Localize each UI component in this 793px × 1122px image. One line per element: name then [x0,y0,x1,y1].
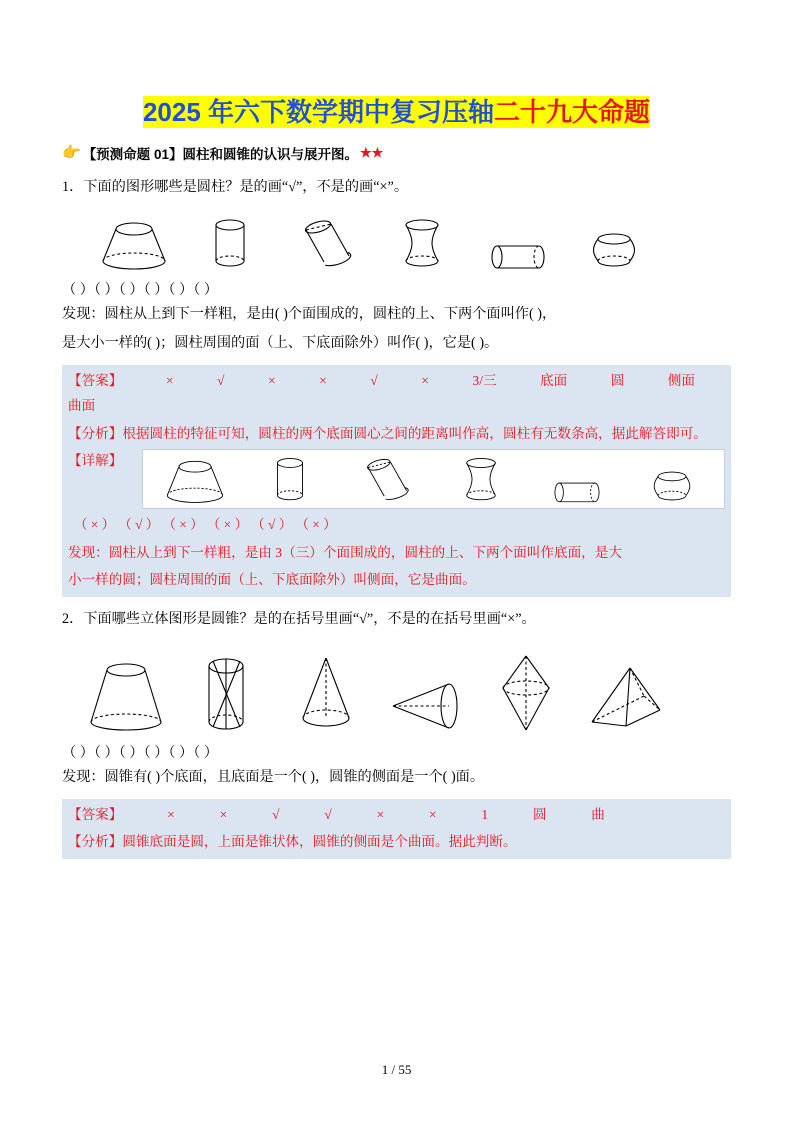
figure-hourglass-solid [374,215,470,273]
page-number-total: 55 [398,1062,412,1077]
detail-figure-frustum [147,456,243,506]
answer-item-3: × [319,373,327,389]
answer2-item-2: √ [272,806,280,822]
question-2-fill-line-1: 发现：圆锥有( )个底面，且底面是一个( )，圆锥的侧面是一个( )面。 [62,768,485,785]
question-1-answer-row [68,368,725,393]
answer2-item-0: × [167,806,175,822]
question-1-detail-figures [142,449,725,509]
figure-frustum [86,217,182,273]
figure-cone-upright [276,654,376,736]
question-2-answer-parens: （ ）（ ）（ ）（ ）（ ）（ ） [62,744,219,761]
question-1-fill-line-1: 发现：圆柱从上到下一样粗，是由( )个面围成的，圆柱的上、下两个面叫作( )， [62,306,557,323]
question-1-fill-line-2: 是大小一样的( )；圆柱周围的面（上、下底面除外）叫作( )，它是( )。 [62,335,499,352]
page-footer [0,1062,793,1078]
question-1-answer-tail: 曲面 [68,398,96,414]
answer-item-7: 底面 [540,373,568,389]
answer2-item-3: √ [324,806,332,822]
analysis-label: 【分析】 [68,425,123,441]
difficulty-stars: ★★ [359,144,384,160]
page-number-separator: / [391,1062,396,1077]
answer2-item-5: × [428,806,437,822]
answer-label: 【答案】 [68,373,123,389]
figure-cone-sideways [376,674,476,736]
figure-barrel [566,227,662,273]
answer2-item-7: 圆 [532,806,547,822]
answer-item-9: 侧面 [667,373,695,389]
figure-cylinder-horizontal [470,233,566,273]
answer-item-8: 圆 [610,373,625,389]
detail-label: 【详解】 [68,452,123,468]
answer2-item-4: × [376,806,385,822]
detail-figure-hourglass-solid [434,454,530,506]
figure-spindle [476,652,576,736]
figure-pyramid [576,664,676,736]
question-1-answer-block [62,365,731,597]
answer-label-2: 【答案】 [68,806,123,822]
analysis-text: 根据圆柱的特征可知，圆柱的两个底面圆心之间的距离叫作高，圆柱有无数条高，据此解答即可。 [122,425,707,441]
question-1-detail-line-2: 小一样的圆；圆柱周围的面（上、下底面除外）叫侧面，它是曲面。 [68,571,476,587]
page-title [62,96,731,129]
figure-frustum-2 [76,656,176,736]
question-2-prompt: 2．下面哪些立体图形是圆锥？是的在括号里画“√”，不是的在括号里画“×”。 [62,610,536,627]
answer-item-1: √ [217,373,225,389]
question-1-figures [62,211,731,273]
page-number-current: 1 [381,1062,389,1077]
answer-item-5: × [421,373,429,389]
figure-prism [176,654,276,736]
detail-figure-oblique-cylinder [338,454,434,506]
detail-figure-cylinder-horizontal [529,472,625,506]
answer-item-4: √ [370,373,378,389]
detail-figure-cylinder-upright [243,454,339,506]
answer-item-2: × [267,373,276,389]
question-1-detail-parens: （ × ） （ √ ） （ × ） （ × ） （ √ ） （ × ） [74,516,337,532]
question-2-analysis [68,829,725,854]
question-1-prompt: 1．下面的图形哪些是圆柱？是的画“√”，不是的画“×”。 [62,178,409,195]
answer2-item-8: 曲 [591,806,605,822]
question-2-answer-block [62,799,731,859]
figure-oblique-cylinder [278,215,374,273]
answer2-item-6: 1 [481,806,489,822]
analysis-text-2: 圆锥底面是圆，上面是锥状体，圆锥的侧面是个曲面。据此判断。 [122,833,517,849]
question-1-detail-line-1: 发现：圆柱从上到下一样粗，是由 3（三）个面围成的，圆柱的上、下两个面叫作底面，是大 [68,544,622,560]
question-2-answer-row [68,802,725,827]
section-heading-label: 【预测命题 01】圆柱和圆锥的认识与展开图。 [82,146,358,162]
title-part-red: 二十九大命题 [494,97,651,127]
section-heading [62,143,731,163]
answer-item-6: 3/三 [472,373,497,389]
question-1-analysis [68,421,725,446]
analysis-label-2: 【分析】 [68,833,123,849]
pointing-hand-icon: 👉 [62,144,81,161]
question-2-figures [62,644,731,736]
answer2-item-1: × [219,806,228,822]
detail-figure-barrel [625,466,721,506]
title-part-blue: 2025 年六下数学期中复习压轴 [142,97,495,127]
figure-cylinder-upright [182,215,278,273]
answer-item-0: × [165,373,174,389]
question-1-answer-parens: （ ）（ ）（ ）（ ）（ ）（ ） [62,282,219,299]
